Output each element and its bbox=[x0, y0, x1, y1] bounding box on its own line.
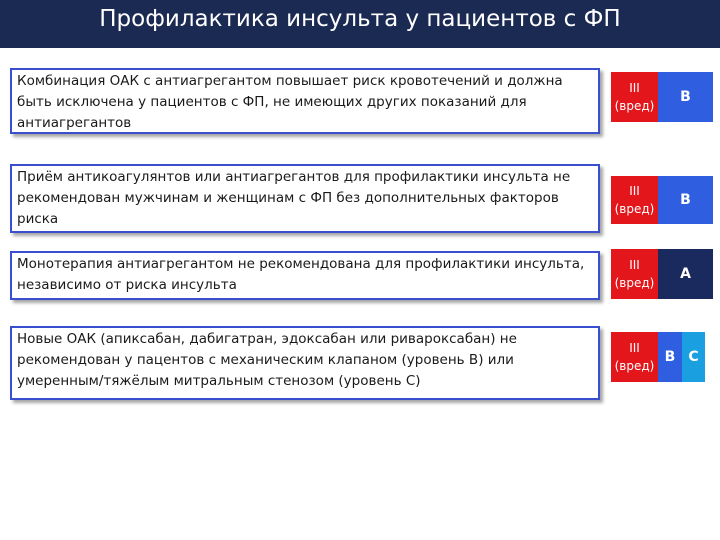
recommendation-4-text: Новые ОАК (апиксабан, дабигатран, эдоксабан или ривароксабан) не рекомендован у пацентов с механическим клапаном (уровень В) или умеренным/тяжёлым митральным стенозом (уровень С) bbox=[10, 326, 600, 400]
evidence-level-badge: B bbox=[658, 332, 682, 382]
recommendation-class-badge bbox=[611, 72, 658, 122]
recommendation-class-badge bbox=[611, 176, 658, 224]
class-sub: (вред) bbox=[614, 99, 655, 113]
recommendation-2-grade bbox=[611, 176, 713, 224]
class-main: III bbox=[629, 81, 640, 95]
class-main: III bbox=[629, 184, 640, 198]
evidence-level-badge: A bbox=[658, 249, 713, 299]
title-bar bbox=[0, 0, 720, 48]
recommendation-1-text: Комбинация ОАК с антиагрегантом повышает риск кровотечений и должна быть исключена у пациентов с ФП, не имеющих других показаний для антиагрегантов bbox=[10, 68, 600, 134]
class-main: III bbox=[629, 341, 640, 355]
recommendation-2-text: Приём антикоагулянтов или антиагрегантов для профилактики инсульта не рекомендован мужчинам и женщинам с ФП без дополнительных факторов риска bbox=[10, 164, 600, 233]
evidence-level-badge: C bbox=[682, 332, 705, 382]
class-sub: (вред) bbox=[614, 359, 655, 373]
class-main: III bbox=[629, 258, 640, 272]
page-title: Профилактика инсульта у пациентов с ФП bbox=[99, 6, 621, 32]
recommendation-3-text: Монотерапия антиагрегантом не рекомендована для профилактики инсульта, независимо от риска инсульта bbox=[10, 251, 600, 300]
class-sub: (вред) bbox=[614, 202, 655, 216]
recommendation-class-badge bbox=[611, 332, 658, 382]
evidence-level-badge: B bbox=[658, 72, 713, 122]
evidence-level-badge: B bbox=[658, 176, 713, 224]
class-sub: (вред) bbox=[614, 276, 655, 290]
recommendation-1-grade bbox=[611, 72, 713, 122]
recommendation-4-grade bbox=[611, 332, 705, 382]
recommendation-class-badge bbox=[611, 249, 658, 299]
recommendation-3-grade bbox=[611, 249, 713, 299]
